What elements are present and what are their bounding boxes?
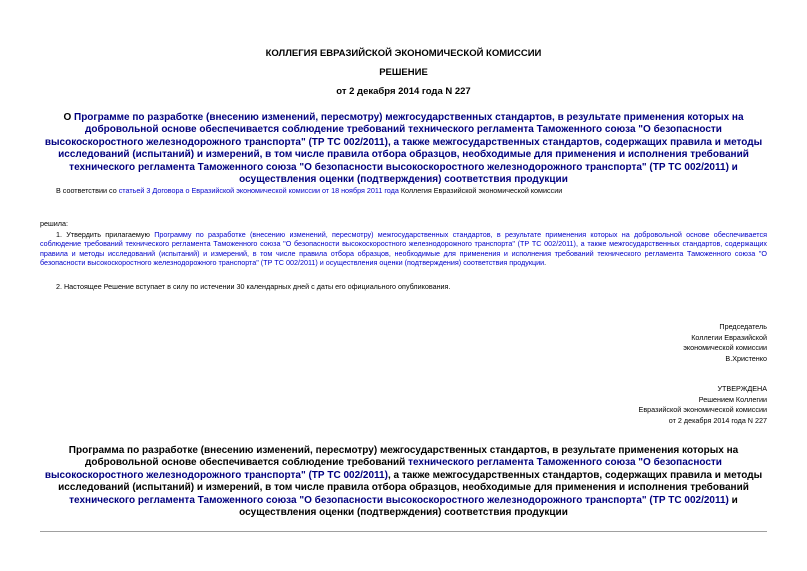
signature-line: Председатель	[719, 322, 767, 331]
item-1	[40, 230, 767, 268]
subject-prefix: О	[63, 112, 74, 123]
org-heading: КОЛЛЕГИЯ ЕВРАЗИЙСКОЙ ЭКОНОМИЧЕСКОЙ КОМИССИИ	[265, 48, 542, 59]
item-1-prefix: 1. Утвердить прилагаемую	[56, 230, 155, 239]
signature-line: Коллегии Евразийской	[691, 332, 767, 342]
approval-line: Решением Коллегии	[698, 394, 767, 404]
program-link[interactable]: Программу по разработке (внесению изменений, пересмотру) межгосударственных стандартов, в результате применения которых на добровольной основе обеспечивается соблюдение требований технического регламента Таможенного союза "О безопасности высокоскоростного железнодорожного транспорта" (ТР ТС 002/2011), а также межгосударственных стандартов, содержащих правила и методы исследований (испытаний) и измерений, в том числе правила отбора образцов, необходимые для применения и исполнения требований технического регламента Таможенного союза "О безопасности высокоскоростного железнодорожного транспорта" (ТР ТС 002/2011) и осуществления оценки (подтверждения) соответствия продукции	[40, 230, 768, 268]
approval-block	[639, 384, 767, 426]
preamble-prefix: В соответствии со	[56, 186, 119, 195]
signature-name: В.Христенко	[725, 353, 767, 363]
program-title-part: и осуществления оценки (подтверждения) соответствия продукции	[239, 494, 738, 519]
signature-line: экономической комиссии	[683, 343, 767, 353]
approval-line: от 2 декабря 2014 года N 227	[668, 415, 767, 425]
program-title-part: , а также межгосударственных стандартов, содержащих правила и методы исследований (испытаний) и измерений, в том числе правила отбора образцов, необходимые для применения и исполнения требований	[58, 469, 763, 494]
resolved-label: решила:	[40, 219, 68, 228]
approval-line: Евразийской экономической комиссии	[638, 405, 767, 415]
subject-link[interactable]: Программе по разработке (внесению изменений, пересмотру) межгосударственных стандартов, в результате применения которых на добровольной основе обеспечивается соблюдение требований технического регламента Таможенного союза "О безопасности высокоскоростного железнодорожного транспорта" (ТР ТС 002/2011), а также межгосударственных стандартов, содержащих правила и методы исследований (испытаний) и измерений, в том числе правила отбора образцов, необходимые для применения и исполнения требований технического регламента Таможенного союза "О безопасности высокоскоростного железнодорожного транспорта" (ТР ТС 002/2011) и осуществления оценки (подтверждения) соответствия продукции	[44, 112, 763, 186]
signature-block	[683, 322, 767, 364]
item-2: 2. Настоящее Решение вступает в силу по истечении 30 календарных дней с даты его официального опубликования.	[56, 282, 451, 291]
treaty-article-link[interactable]: статьей 3 Договора о Евразийской экономической комиссии от 18 ноября 2011 года	[118, 186, 399, 195]
preamble	[56, 186, 767, 195]
approval-line: УТВЕРЖДЕНА	[717, 384, 767, 393]
decision-subject	[40, 112, 767, 186]
doc-date: от 2 декабря 2014 года N 227	[336, 86, 471, 97]
regulation-link[interactable]: технического регламента Таможенного союза "О безопасности высокоскоростного железнодорожного транспорта" (ТР ТС 002/2011)	[44, 457, 722, 481]
preamble-suffix: Коллегия Евразийской экономической комиссии	[398, 186, 563, 195]
program-title-part: Программа по разработке (внесению изменений, пересмотру) межгосударственных стандартов, в результате применения которых на добровольной основе обеспечивается соблюдение требований	[68, 445, 739, 469]
page-divider	[40, 531, 767, 532]
regulation-link[interactable]: технического регламента Таможенного союза "О безопасности высокоскоростного железнодорожного транспорта" (ТР ТС 002/2011)	[69, 494, 729, 506]
program-title	[40, 445, 767, 519]
doc-type-heading: РЕШЕНИЕ	[379, 67, 428, 78]
item-1-suffix: .	[544, 258, 547, 268]
